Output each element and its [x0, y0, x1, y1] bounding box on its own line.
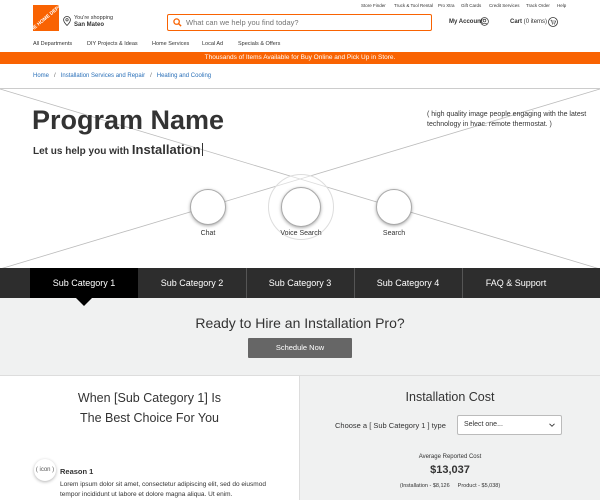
program-subtitle: [33, 142, 203, 157]
tab-sub-category-2[interactable]: Sub Category 2: [160, 278, 224, 288]
search-bar: [167, 14, 432, 31]
cost-title: Installation Cost: [405, 390, 495, 404]
nav-diy-projects[interactable]: DIY Projects & Ideas: [87, 41, 138, 47]
cost-breakdown: [300, 483, 600, 489]
best-choice-panel: [0, 375, 299, 500]
store-name: San Mateo: [74, 22, 105, 28]
text-cursor: [202, 143, 203, 156]
main-nav: [0, 38, 600, 51]
type-select-label: Choose a [ Sub Category 1 ] type: [335, 421, 446, 430]
best-choice-title: [0, 388, 299, 428]
tab-sub-category-3[interactable]: Sub Category 3: [268, 278, 332, 288]
breadcrumb-heating-cooling[interactable]: Heating and Cooling: [156, 73, 212, 79]
nav-all-departments[interactable]: All Departments: [33, 41, 73, 47]
utility-link-pro-xtra[interactable]: Pro Xtra: [438, 3, 455, 8]
chevron-down-icon: [549, 422, 555, 428]
best-choice-title-line2: The Best Choice For You: [80, 411, 219, 425]
cart-count: 0 items: [525, 19, 546, 25]
search-input[interactable]: [186, 16, 426, 28]
utility-link-help[interactable]: Help: [557, 3, 567, 8]
search-button[interactable]: [376, 189, 412, 225]
tab-faq-support[interactable]: FAQ & Support: [485, 278, 547, 288]
cart-link[interactable]: Cart (0 items): [510, 19, 548, 25]
voice-search-button[interactable]: [281, 187, 321, 227]
reason-icon: ( icon ): [34, 459, 56, 481]
best-choice-title-line1: When [Sub Category 1] Is: [77, 391, 222, 405]
utility-link-store-finder[interactable]: Store Finder: [361, 3, 386, 8]
cart-icon[interactable]: [548, 17, 558, 27]
average-cost-value: $13,037: [430, 464, 470, 476]
image-note: ( high quality image people engaging with the latest technology in hvac. remote thermostat. ): [427, 111, 587, 128]
breadcrumb-separator: /: [150, 73, 152, 79]
chat-button[interactable]: [190, 189, 226, 225]
breadcrumb-installation-services[interactable]: Installation Services and Repair: [60, 73, 146, 79]
breadcrumb-separator: /: [54, 73, 56, 79]
product-cost-range: Product - $5,038): [457, 483, 501, 489]
promo-banner[interactable]: Thousands of Items Available for Buy Online and Pick Up in Store.: [0, 52, 600, 64]
nav-local-ad[interactable]: Local Ad: [202, 41, 224, 47]
logo-text: THE HOME DEPOT: [26, 1, 66, 35]
home-depot-logo[interactable]: [26, 1, 66, 35]
type-select[interactable]: [457, 415, 562, 435]
subtitle-prefix: Let us help you with: [33, 146, 130, 157]
utility-link-truck-rental[interactable]: Truck & Tool Rental: [394, 3, 434, 8]
store-label: You're shopping: [74, 15, 114, 21]
active-tab-pointer: [76, 298, 92, 306]
program-title: Program Name: [32, 105, 225, 135]
tab-sub-category-1[interactable]: Sub Category 1: [30, 268, 138, 298]
voice-search-label: Voice Search: [280, 230, 322, 237]
hero-banner: [0, 88, 600, 268]
search-icon[interactable]: [173, 18, 182, 27]
breadcrumb: [33, 73, 211, 79]
chat-label: Chat: [200, 230, 216, 237]
hire-title: Ready to Hire an Installation Pro?: [195, 315, 405, 331]
nav-specials-offers[interactable]: Specials & Offers: [238, 41, 281, 47]
cart-label: Cart: [510, 19, 523, 25]
account-icon[interactable]: [480, 17, 489, 26]
search-label: Search: [382, 230, 406, 237]
utility-link-track-order[interactable]: Track Order: [526, 3, 550, 8]
breadcrumb-home[interactable]: Home: [33, 73, 50, 79]
type-select-value: Select one...: [464, 421, 503, 428]
utility-link-gift-cards[interactable]: Gift Cards: [461, 3, 482, 8]
installation-cost-range: (Installation - $8,126: [399, 483, 450, 489]
hire-section: [0, 298, 600, 375]
average-cost-label: Average Reported Cost: [418, 454, 482, 460]
schedule-now-button[interactable]: Schedule Now: [248, 338, 352, 358]
store-selector[interactable]: [63, 15, 133, 31]
nav-home-services[interactable]: Home Services: [152, 41, 190, 47]
category-tabs: [0, 268, 600, 298]
utility-link-credit-services[interactable]: Credit Services: [489, 3, 520, 8]
subtitle-keyword: Installation: [131, 142, 201, 157]
site-header: [0, 0, 600, 52]
installation-cost-panel: [300, 375, 600, 500]
tab-sub-category-4[interactable]: Sub Category 4: [376, 278, 440, 288]
reason-text: Lorem ipsum dolor sit amet, consectetur adipiscing elit, sed do eiusmod tempor incididunt ut labore et dolore magna aliqua. Ut enim.: [60, 481, 266, 498]
reason-title: Reason 1: [60, 467, 94, 476]
location-pin-icon: [63, 16, 71, 26]
my-account-link[interactable]: My Account: [449, 19, 483, 25]
